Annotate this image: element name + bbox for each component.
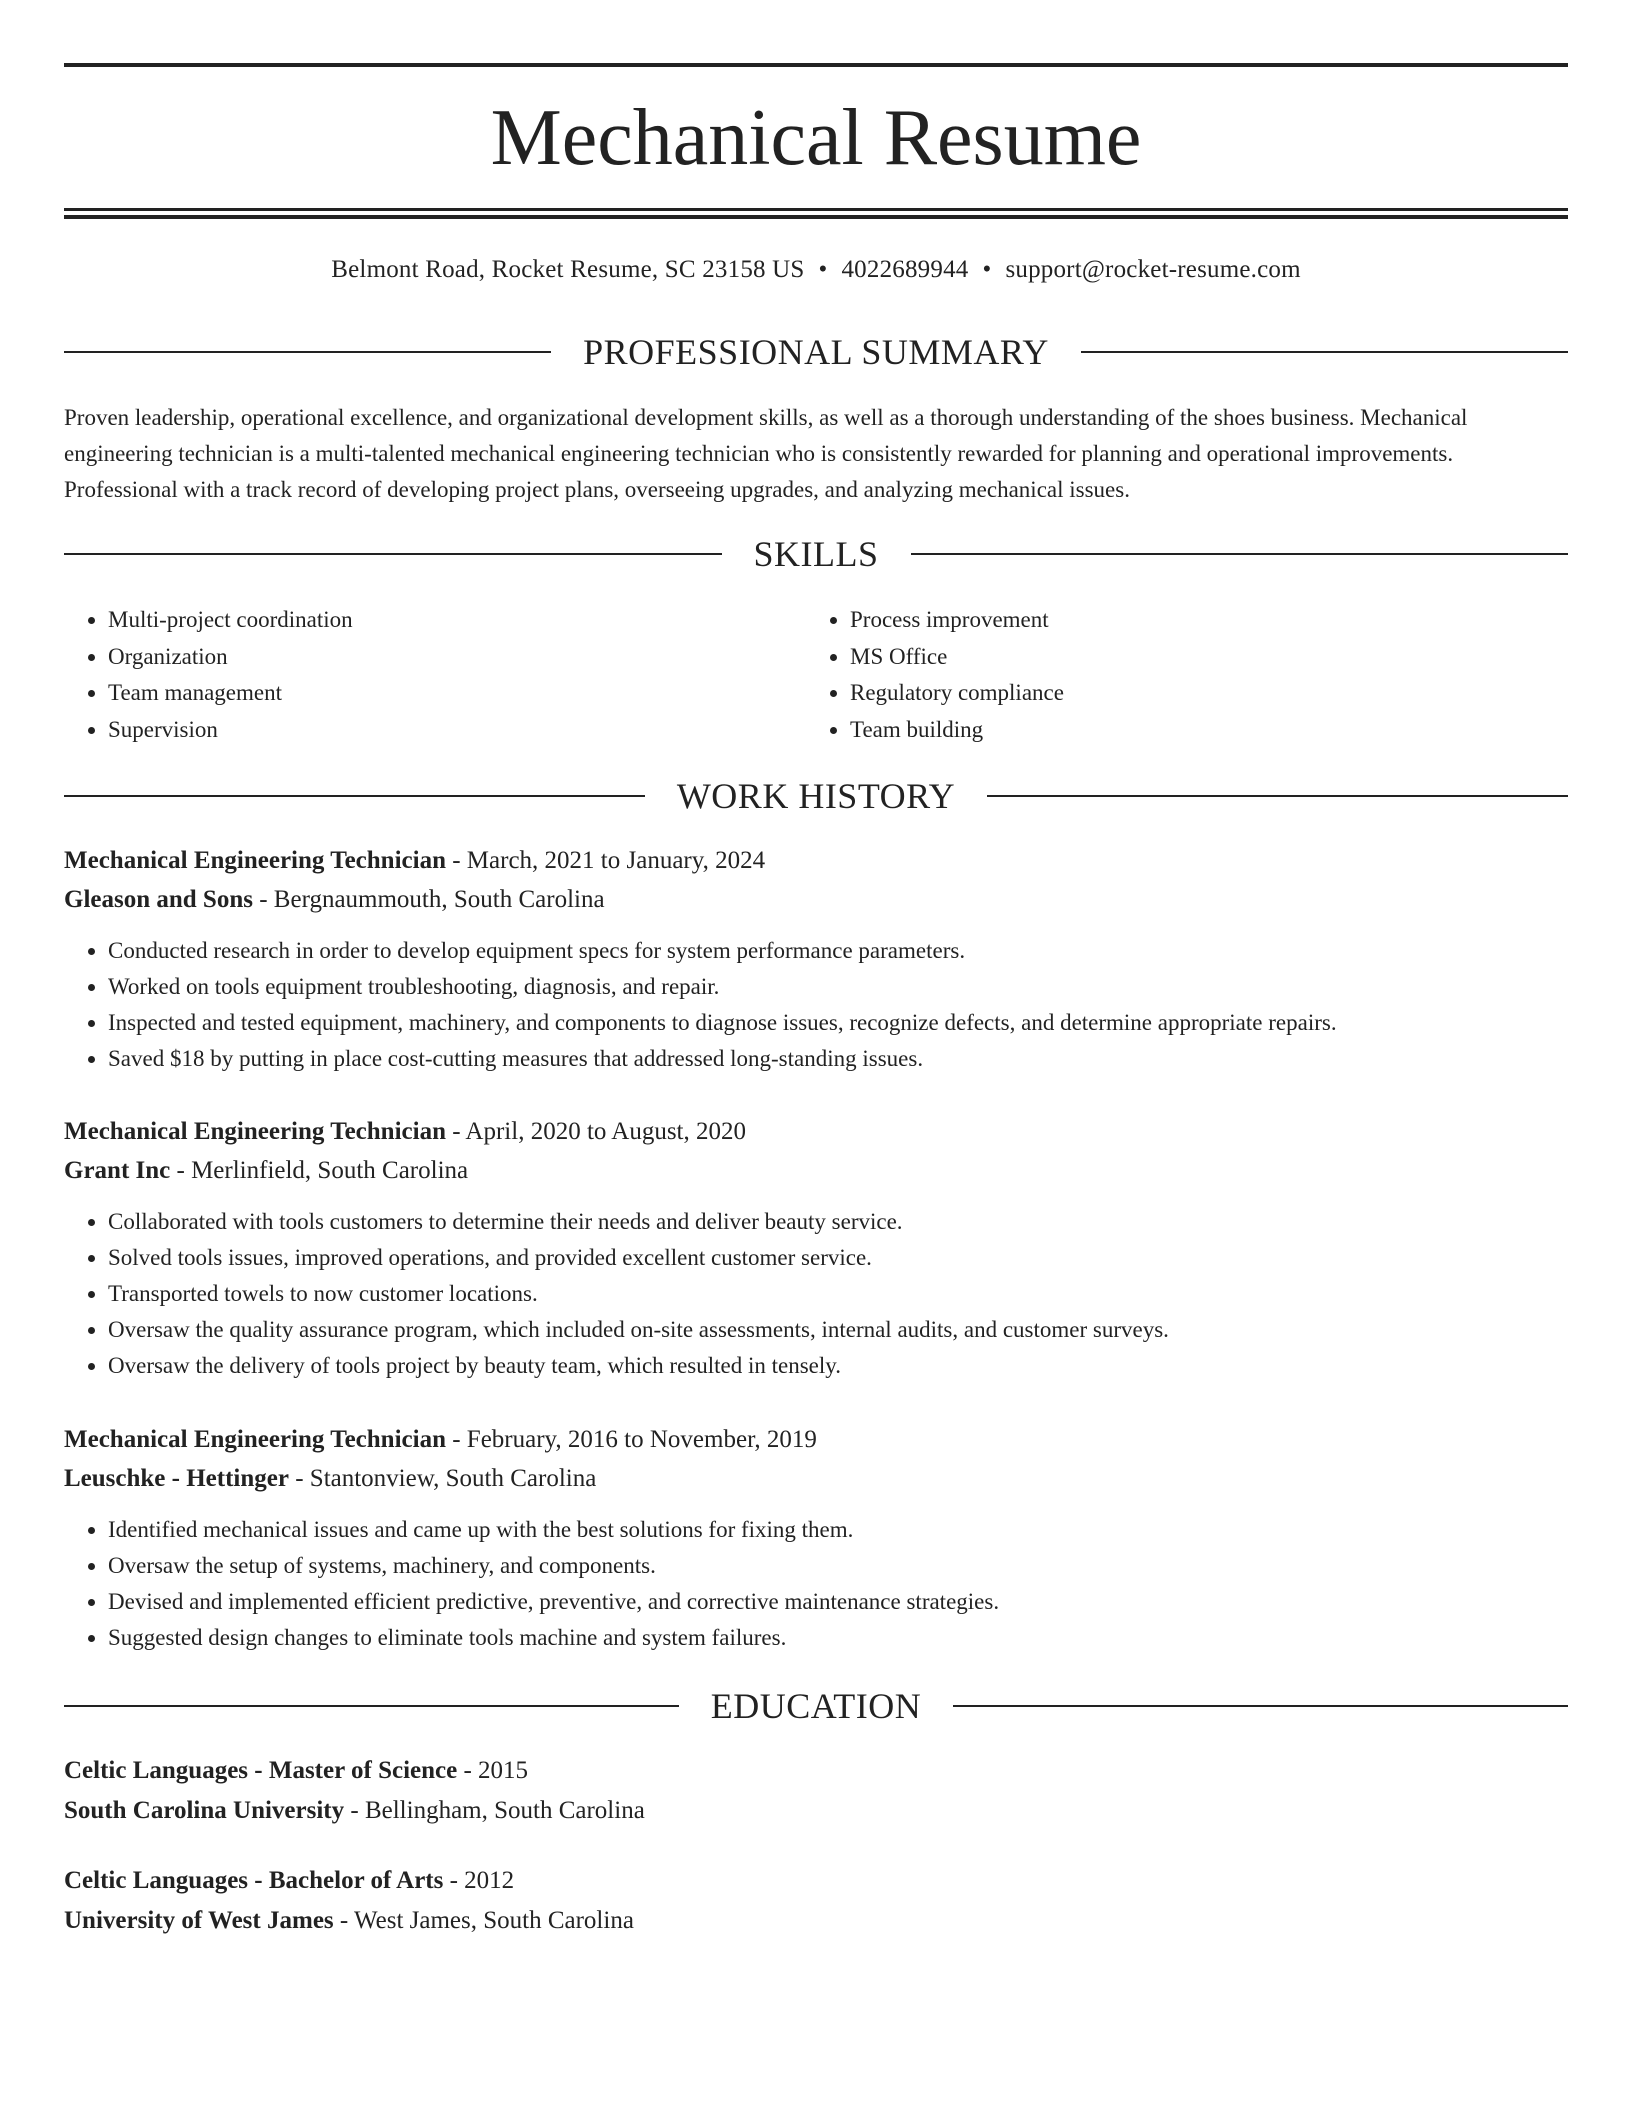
job-bullet: • Oversaw the setup of systems, machinery, and components.: [108, 1548, 1568, 1584]
education-degree-line: [64, 1861, 1568, 1901]
job-company-line: [64, 880, 1568, 919]
job-location: - Bergnaummouth, South Carolina: [252, 886, 605, 913]
job-title: Mechanical Engineering Technician: [64, 1118, 446, 1145]
job-dates: - February, 2016 to November, 2019: [445, 1426, 817, 1453]
education-school-line: [64, 1791, 1568, 1831]
job-bullet: • Identified mechanical issues and came up with the best solutions for fixing them.: [108, 1512, 1568, 1548]
job-company: Gleason and Sons: [64, 886, 253, 913]
skill-item: • Supervision: [108, 712, 806, 749]
skill-item: • Team building: [850, 712, 1548, 749]
section-title: SKILLS: [753, 534, 879, 574]
heading-rule: [953, 1705, 1568, 1707]
skills-column-right: [806, 602, 1548, 748]
section-title: PROFESSIONAL SUMMARY: [583, 332, 1049, 372]
skill-item: • Organization: [108, 639, 806, 676]
job-bullet: • Oversaw the quality assurance program, which included on-site assessments, internal audits, and customer surveys.: [108, 1312, 1568, 1348]
education-school-line: [64, 1901, 1568, 1941]
job-company: Leuschke - Hettinger: [64, 1465, 289, 1492]
heading-rule: [64, 795, 645, 797]
job-bullet: • Inspected and tested equipment, machinery, and components to diagnose issues, recognize defects, and determine appropriate repairs.: [108, 1005, 1568, 1041]
heading-rule: [64, 351, 551, 353]
section-heading-work: [64, 773, 1568, 819]
skill-item: • MS Office: [850, 639, 1548, 676]
header-rule-upper: [64, 208, 1568, 211]
header-rule-lower: [64, 215, 1568, 219]
contact-phone: 4022689944: [841, 256, 969, 283]
section-title: EDUCATION: [710, 1686, 922, 1726]
education-entry: [64, 1861, 1568, 1940]
skill-item: • Regulatory compliance: [850, 675, 1548, 712]
heading-rule: [987, 795, 1568, 797]
job-bullet: • Suggested design changes to eliminate tools machine and system failures.: [108, 1620, 1568, 1656]
contact-line: [64, 254, 1568, 286]
job-bullet: • Saved $18 by putting in place cost-cutting measures that addressed long-standing issues.: [108, 1041, 1568, 1077]
job-bullets: [64, 1204, 1568, 1384]
heading-rule: [64, 553, 722, 555]
job-bullets: [64, 933, 1568, 1077]
job-role-line: [64, 1420, 1568, 1459]
job-role-line: [64, 841, 1568, 880]
contact-email: support@rocket-resume.com: [1005, 256, 1301, 283]
education-degree: Celtic Languages - Master of Science: [64, 1757, 458, 1784]
job-title: Mechanical Engineering Technician: [64, 847, 446, 874]
skill-item: • Multi-project coordination: [108, 602, 806, 639]
job-entry: [64, 1112, 1568, 1384]
section-heading-summary: [64, 329, 1568, 375]
job-dates: - March, 2021 to January, 2024: [445, 847, 766, 874]
heading-rule: [911, 553, 1569, 555]
summary-text: Proven leadership, operational excellence, and organizational development skills, as well as a thorough understanding of the shoes business. Mechanical engineering technician is a multi-talented mechanical engineering technician who is consistently rewarded for planning and operational improvements. Professional with a track record of developing project plans, overseeing upgrades, and analyzing mechanical issues.: [64, 405, 1468, 502]
heading-rule: [64, 1705, 679, 1707]
section-title: WORK HISTORY: [676, 776, 956, 816]
contact-separator: •: [818, 256, 828, 283]
job-location: - Merlinfield, South Carolina: [170, 1157, 469, 1184]
education-degree: Celtic Languages - Bachelor of Arts: [64, 1867, 444, 1894]
skills-column-left: [64, 602, 806, 748]
job-bullet: • Devised and implemented efficient predictive, preventive, and corrective maintenance strategies.: [108, 1584, 1568, 1620]
section-heading-education: [64, 1683, 1568, 1729]
job-company-line: [64, 1459, 1568, 1498]
job-entry: [64, 1420, 1568, 1656]
job-bullet: • Transported towels to now customer locations.: [108, 1276, 1568, 1312]
job-dates: - April, 2020 to August, 2020: [445, 1118, 746, 1145]
contact-address: Belmont Road, Rocket Resume, SC 23158 US: [331, 256, 805, 283]
skill-item: • Team management: [108, 675, 806, 712]
heading-rule: [1081, 351, 1568, 353]
education-degree-line: [64, 1751, 1568, 1791]
skills-list: [64, 602, 1568, 748]
education-entry: [64, 1751, 1568, 1830]
education-year: - 2015: [457, 1757, 529, 1784]
contact-separator: •: [982, 256, 992, 283]
job-bullet: • Collaborated with tools customers to determine their needs and deliver beauty service.: [108, 1204, 1568, 1240]
resume-name: Mechanical Resume: [490, 94, 1142, 182]
job-entry: [64, 841, 1568, 1077]
job-title: Mechanical Engineering Technician: [64, 1426, 446, 1453]
job-bullet: • Solved tools issues, improved operations, and provided excellent customer service.: [108, 1240, 1568, 1276]
section-heading-skills: [64, 531, 1568, 577]
job-company: Grant Inc: [64, 1157, 171, 1184]
job-bullet: • Conducted research in order to develop equipment specs for system performance parameters.: [108, 933, 1568, 969]
job-role-line: [64, 1112, 1568, 1151]
job-bullet: • Worked on tools equipment troubleshooting, diagnosis, and repair.: [108, 969, 1568, 1005]
education-school: South Carolina University: [64, 1796, 345, 1824]
education-location: - West James, South Carolina: [333, 1906, 634, 1934]
education-year: - 2012: [443, 1867, 515, 1894]
job-bullet: • Oversaw the delivery of tools project by beauty team, which resulted in tensely.: [108, 1348, 1568, 1384]
education-location: - Bellingham, South Carolina: [344, 1796, 645, 1824]
skill-item: • Process improvement: [850, 602, 1548, 639]
job-location: - Stantonview, South Carolina: [288, 1465, 597, 1492]
top-rule: [64, 63, 1568, 67]
education-school: University of West James: [64, 1906, 334, 1934]
job-bullets: [64, 1512, 1568, 1656]
job-company-line: [64, 1151, 1568, 1190]
